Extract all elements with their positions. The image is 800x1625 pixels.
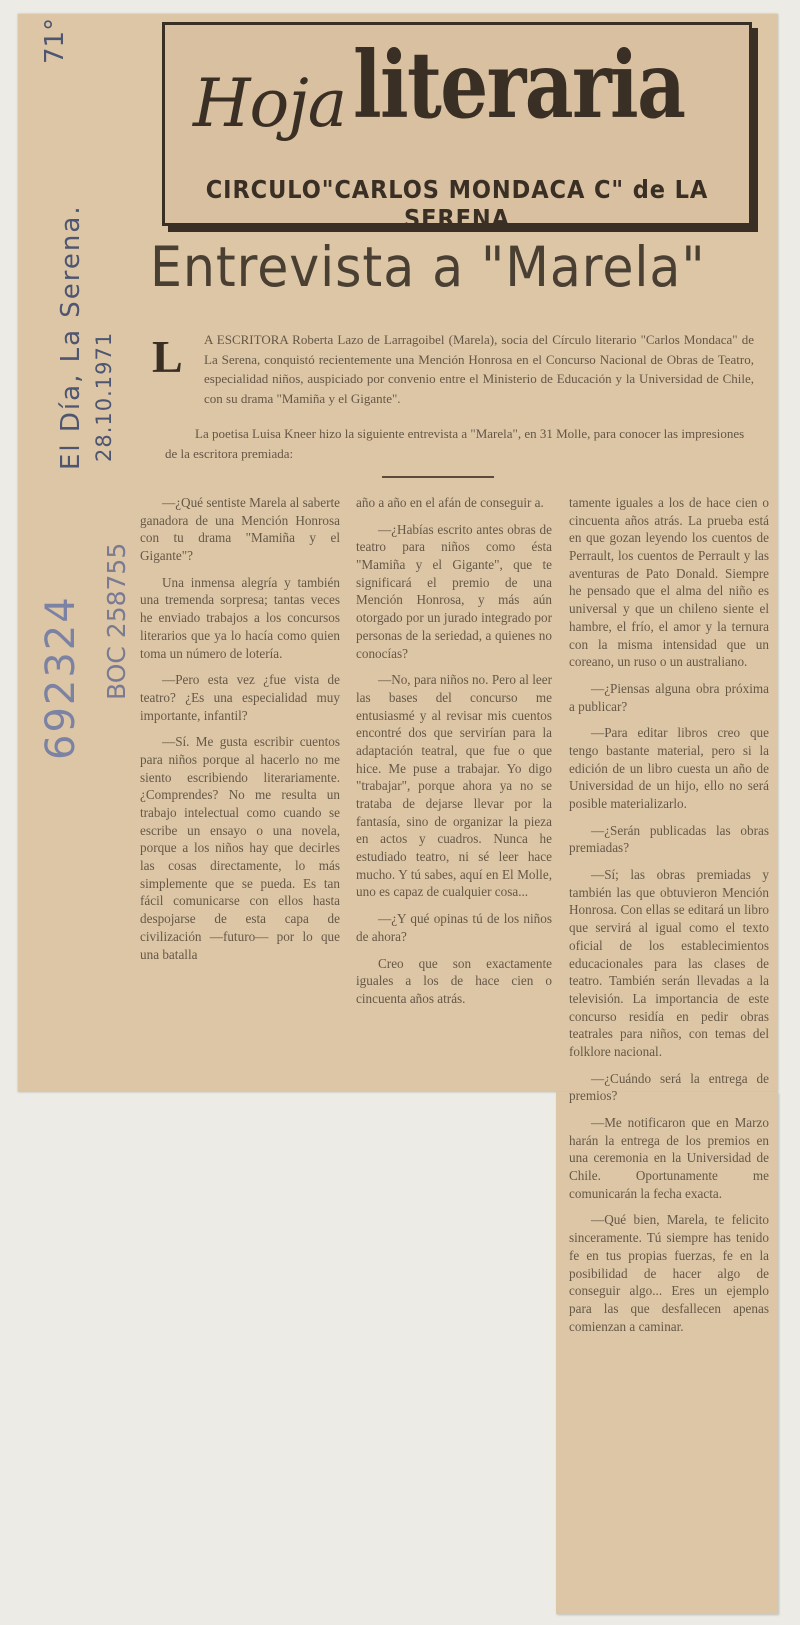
lead-dropcap: L: [152, 331, 183, 382]
masthead-literaria: literaria: [353, 31, 685, 139]
section-divider: [382, 476, 494, 478]
column-paragraph: —¿Serán publicadas las obras premiadas?: [569, 822, 769, 856]
column-paragraph: —¿Qué sentiste Marela al saberte ganadora de una Mención Honrosa con tu drama "Mamiña y el Gigante"?: [140, 495, 340, 564]
column-paragraph: —¿Cuándo será la entrega de premios?: [569, 1070, 769, 1104]
column-paragraph: —Me notificaron que en Marzo harán la entrega de los premios en una ceremonia en la Universidad de Chile. Oportunamente me comunicarán la fecha exacta.: [569, 1115, 769, 1201]
column-paragraph: —¿Y qué opinas tú de los niños de ahora?: [356, 911, 552, 944]
handwritten-page-number: 71°: [40, 17, 70, 64]
handwritten-date: 28.10.1971: [92, 331, 116, 462]
lead-paragraph: A ESCRITORA Roberta Lazo de Larragoibel (Marela), socia del Círculo literario "Carlos Mondaca" de La Serena, conquistó recientemente una Mención Honrosa en el Concurso Nacional de Obras de Teatro, especialidad niños, auspiciado por convenio entre el Ministerio de Educación y la Universidad de Chile, con su drama "Mamiña y el Gigante".: [204, 332, 754, 406]
column-paragraph: Creo que son exactamente iguales a los de hace cien o cincuenta años atrás.: [356, 955, 552, 1006]
column-paragraph: —¿Habías escrito antes obras de teatro para niños como ésta "Mamiña y el Gigante", que te significará el premio de una Mención Honrosa, y más aún otorgado por un jurado integrado por personas de la seriedad, a quienes no conocías?: [356, 521, 552, 661]
article-headline: Entrevista a "Marela": [150, 235, 706, 299]
handwritten-record-id: 692324: [38, 595, 84, 760]
article-column-3: [569, 494, 769, 1609]
article-column-1: [140, 494, 340, 1090]
column-paragraph: —Para editar libros creo que tengo bastante material, pero si la edición de un libro cuesta un año de Universidad de un hijo, ello no será posible materializarlo.: [569, 725, 769, 811]
column-paragraph: —Pero esta vez ¿fue vista de teatro? ¿Es una especialidad muy importante, infantil?: [140, 672, 340, 723]
column-paragraph: tamente iguales a los de hace cien o cincuenta años atrás. La prueba está en que gozan leyendo los cuentos de Perrault, los cuentos de Perrault y las aventuras de Pato Donald. Siempre he pensado que el alma del niño es universal y que un chileno siente el hambre, el frío, el amor y la ternura con la misma intensidad que un coreano, un ruso o un australiano.: [569, 495, 769, 670]
intro-paragraph: La poetisa Luisa Kneer hizo la siguiente entrevista a "Marela", en 31 Molle, para conocer las impresiones de la escritora premiada:: [165, 426, 745, 461]
column-paragraph: —Sí. Me gusta escribir cuentos para niños porque al hacerlo no me siento escribiendo literariamente. ¿Comprendes? No me resulta un trabajo intelectual como cuando se escribe un ensayo o una novela, porque a los niños hay que decirles las cosas directamente, lo más simplemente que se pueda. Es tan fácil comunicarse con ellos hasta despojarse de esta capa de civilización —futuro— por lo que una batalla: [140, 734, 340, 962]
masthead-hoja: Hoja: [193, 65, 347, 142]
column-paragraph: —No, para niños no. Pero al leer las bases del concurso me entusiasmé y al revisar mis cuentos encontré dos que servirían para la adaptación teatral, que fue o que hice. Me puse a trabajar. Yo digo "trabajar", porque ahora ya no se trataba de dejarse llevar por la fantasía, sino de organizar la pieza en actos y cuadros. Nunca he estudiado teatro, ni sé leer hace mucho. Y tú sabes, aquí en El Molle, uno es capaz de cualquier cosa...: [356, 672, 552, 900]
column-paragraph: año a año en el afán de conseguir a.: [356, 495, 544, 510]
column-paragraph: —Qué bien, Marela, te felicito sinceramente. Tú siempre has tenido fe en tus propias fuerzas, fe en la posibilidad de hacer algo de conseguir algo... Eres un ejemplo para las que desfallecen apenas comienzan a caminar.: [569, 1212, 769, 1334]
handwritten-boc-number: BOC 258755: [102, 542, 131, 700]
column-paragraph: Una inmensa alegría y también una tremenda sorpresa; tantas veces he enviado trabajos a los concursos literarios que ya lo hacía como quien toma un número de lotería.: [140, 574, 340, 661]
masthead-box: [162, 22, 752, 233]
handwritten-publication: El Día, La Serena.: [56, 204, 86, 470]
masthead-circle-name: CIRCULO"CARLOS MONDACA C" de LA SERENA: [205, 175, 709, 233]
column-paragraph: —Sí; las obras premiadas y también las que obtuvieron Mención Honrosa. Con ellas se editará un libro que servirá al igual como el texto oficial de los establecimientos educacionales para las clases de teatro. También serán llevadas a la televisión. La importancia de este concurso residía en pedir obras teatrales para niños, con temas del folklore nacional.: [569, 867, 769, 1059]
article-column-2: [356, 494, 552, 1090]
column-paragraph: —¿Piensas alguna obra próxima a publicar?: [569, 680, 769, 714]
